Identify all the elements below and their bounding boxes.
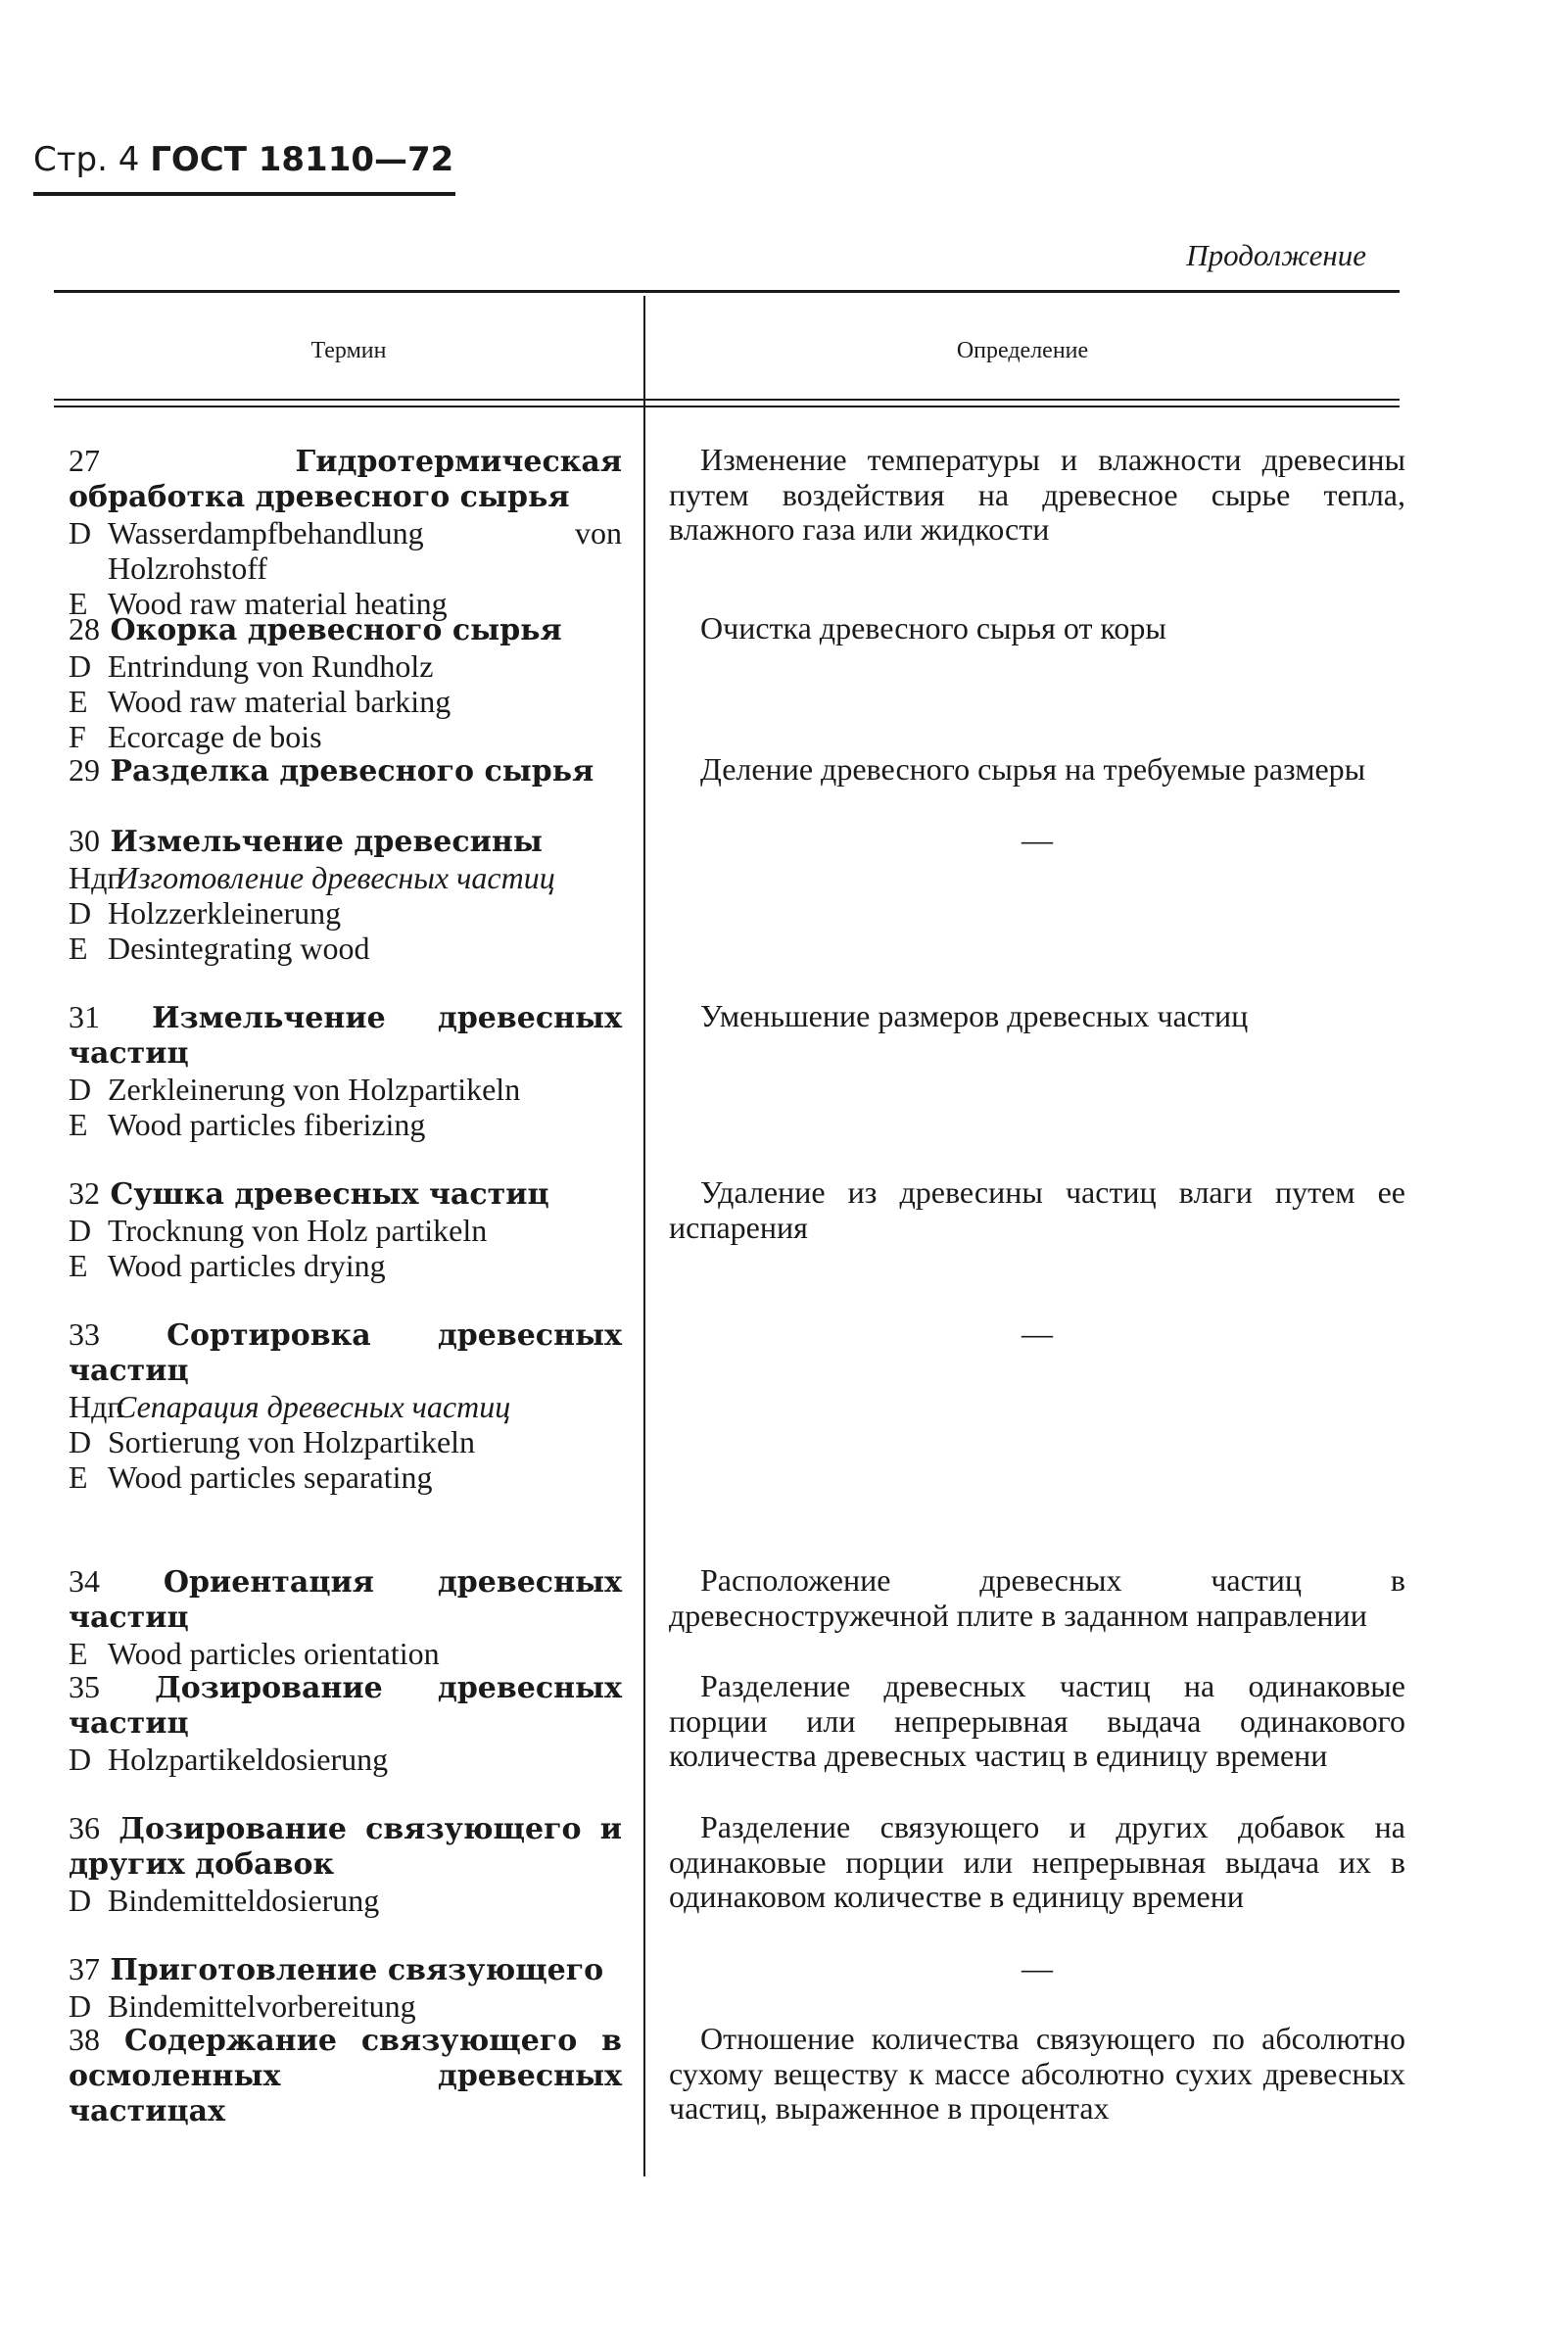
term-entry [69,1316,622,1563]
term-entry [69,2022,622,2129]
definition-text: Уменьшение размеров древесных частиц [700,998,1249,1033]
lang-code: E [69,931,88,966]
definition-text: Отношение количества связующего по абсолютно сухому веществу к массе абсолютно сухих древесных частиц, выраженное в процентах [669,2021,1405,2126]
translation-text: Zerkleinerung von Holzpartikeln [108,1072,521,1107]
term-entry [69,999,622,1175]
continuation-label: Продолжение [1186,238,1366,272]
term-title [69,999,622,1072]
term-number: 32 [69,1175,100,1211]
definition-dash: — [1022,822,1053,857]
translation [69,931,622,966]
lang-code: E [69,1636,88,1671]
term-number: 37 [69,1951,100,1986]
translation [69,1742,622,1777]
definition-text: Расположение древесных частиц в древесностружечной плите в заданном направлении [669,1562,1405,1633]
definition-text: Разделение связующего и других добавок на одинаковые порции или непрерывная выдача их в одинаковом количестве в единицу времени [669,1809,1405,1914]
translation [69,1988,622,2024]
translation [69,1424,622,1459]
translation [69,648,622,684]
translation-text: Wood raw material heating [108,586,448,621]
term-entry [69,752,622,823]
term-entry [69,823,622,999]
term-entry [69,1669,622,1810]
lang-code: E [69,1107,88,1142]
translation-text: Wood particles orientation [108,1636,440,1671]
ndp-label: Ндп [69,1389,124,1424]
term-name: Разделка древесного сырья [110,754,594,789]
term-number: 36 [69,1810,100,1845]
term-name: Содержание связующего в осмоленных древесных частицах [69,2024,622,2128]
translation-text: Trocknung von Holz partikeln [108,1213,488,1248]
term-name: Сушка древесных частиц [110,1177,549,1212]
translation-text: Entrindung von Rundholz [108,648,434,684]
definition-dash: — [1022,1315,1053,1351]
term-title [69,2022,622,2129]
lang-code: D [69,515,92,550]
non-recommended-term [69,860,622,895]
term-name: Приготовление связующего [110,1953,604,1987]
translation [69,1213,622,1248]
definition-text: Деление древесного сырья на требуемые размеры [700,751,1366,787]
definition-text: Изменение температуры и влажности древесины путем воздействия на древесное сырье тепла, влажного газа или жидкости [669,442,1405,547]
term-title [69,1669,622,1742]
term-title [69,611,622,648]
translation [69,1072,622,1107]
term-title [69,1316,622,1389]
table-top-rule [54,290,1400,293]
term-number: 27 [69,443,100,478]
standard-code: ГОСТ 18110—72 [150,140,454,179]
lang-code: E [69,1248,88,1283]
translation-text: Desintegrating wood [108,931,370,966]
translation [69,1248,622,1283]
term-title [69,1175,622,1213]
column-header-term: Термин [310,338,387,363]
non-recommended-term [69,1389,622,1424]
lang-code: D [69,1988,92,2024]
term-entry [69,443,622,621]
translation-text: Wasserdampfbehandlung von Holzrohstoff [108,515,622,586]
term-number: 34 [69,1563,100,1599]
translation-text: Bindemitteldosierung [108,1883,380,1918]
definition-text: Очистка древесного сырья от коры [700,610,1166,645]
term-title [69,443,622,515]
definition-text: Удаление из древесины частиц влаги путем ее испарения [669,1174,1405,1245]
translation [69,515,622,586]
translation-text: Ecorcage de bois [108,719,322,754]
page-number: Стр. 4 [33,140,140,179]
translation [69,1107,622,1142]
ndp-label: Ндп [69,860,124,895]
lang-code: D [69,1213,92,1248]
translation [69,1883,622,1918]
lang-code: D [69,895,92,931]
term-entry [69,1175,622,1316]
lang-code: D [69,1742,92,1777]
ndp-text: Изготовление древесных частиц [116,860,555,895]
terms-column [69,443,622,2129]
lang-code: F [69,719,86,754]
translation-text: Wood particles drying [108,1248,386,1283]
term-name: Дозирование связующего и других добавок [69,1812,622,1882]
term-entry [69,1563,622,1669]
page-header [33,140,453,179]
term-name: Окорка древесного сырья [110,613,562,647]
term-entry [69,1951,622,2022]
lang-code: D [69,648,92,684]
term-title [69,1810,622,1883]
term-number: 31 [69,999,100,1034]
lang-code: D [69,1072,92,1107]
term-entry [69,611,622,752]
translation-text: Holzpartikeldosierung [108,1742,389,1777]
definitions-column [669,443,1405,2127]
translation-text: Wood raw material barking [108,684,451,719]
term-name: Гидротермическая обработка древесного сырья [69,445,622,514]
translation [69,1459,622,1495]
ndp-text: Сепарация древесных частиц [116,1389,511,1424]
translation-text: Wood particles separating [108,1459,433,1495]
term-name: Измельчение древесных частиц [69,1001,622,1071]
translation [69,719,622,754]
column-header-definition: Определение [956,338,1089,363]
term-title [69,1563,622,1636]
lang-code: E [69,1459,88,1495]
table-header-rule-double [54,406,1400,407]
term-name: Ориентация древесных частиц [69,1565,622,1635]
translation-text: Sortierung von Holzpartikeln [108,1424,476,1459]
translation-text: Holzzerkleinerung [108,895,342,931]
lang-code: E [69,586,88,621]
term-number: 29 [69,752,100,788]
term-entry [69,1810,622,1951]
table-header-rule [54,399,1400,401]
lang-code: D [69,1883,92,1918]
header-rule [33,192,455,196]
term-title [69,1951,622,1988]
term-name: Дозирование древесных частиц [69,1671,622,1741]
term-title [69,752,622,789]
term-number: 30 [69,823,100,858]
term-name: Сортировка древесных частиц [69,1318,622,1388]
term-title [69,823,622,860]
lang-code: E [69,684,88,719]
translation [69,684,622,719]
term-number: 35 [69,1669,100,1704]
translation-text: Wood particles fiberizing [108,1107,426,1142]
definition-dash: — [1022,1950,1053,1985]
translation-text: Bindemittelvorbereitung [108,1988,416,2024]
term-number: 33 [69,1316,100,1352]
translation [69,1636,622,1671]
lang-code: D [69,1424,92,1459]
term-name: Измельчение древесины [110,825,543,859]
term-number: 38 [69,2022,100,2057]
term-number: 28 [69,611,100,646]
column-divider [643,296,645,2176]
translation [69,895,622,931]
definition-text: Разделение древесных частиц на одинаковые порции или непрерывная выдача одинакового количества древесных частиц в единицу времени [669,1668,1405,1773]
